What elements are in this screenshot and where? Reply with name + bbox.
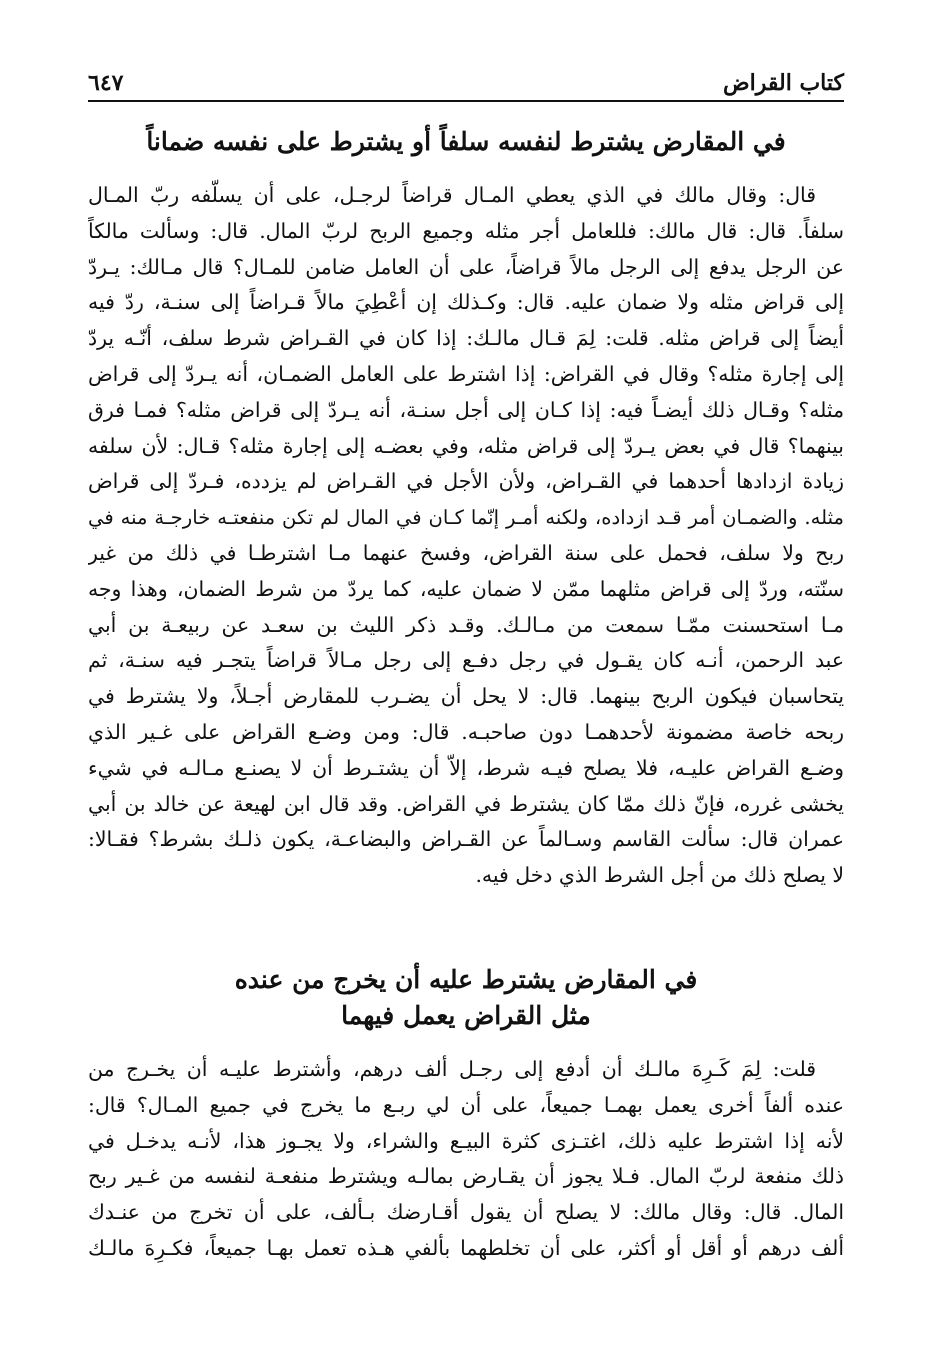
text-line: عبد الرحمن، أنـه كان يقـول في رجل دفـع إلى رجل مـالاً قراضاً يتجـر فيه سنـة، ثم <box>88 648 844 673</box>
text-line: بينهما؟ قال في بعض يـردّ إلى قراض مثله، وفي بعضـه إلى إجارة مثله؟ قـال: لأن سلفه <box>88 433 844 458</box>
text-line: ربحه خاصة مضمونة لأحدهمـا دون صاحبـه. قال: ومن وضـع القراض على غـير الذي <box>88 719 844 744</box>
section-heading-2-line-2: مثل القراض يعمل فيهما <box>341 1001 591 1030</box>
text-line: لأنه إذا اشترط عليه ذلك، اغتـزى كثرة البيـع والشراء، ولا يجـوز هذا، لأنـه يدخـل في <box>88 1128 844 1153</box>
text-line: قال: وقال مالك في الذي يعطي المـال قراضاً لرجـل، على أن يسلّفه ربّ المـال <box>88 183 816 207</box>
text-line: زيادة ازدادها أحدهما في القـراض، ولأن الأجل في القـراض لم يزدده، فـردّ إلى قراض <box>88 469 844 494</box>
book-title: كتاب القراض <box>723 70 844 96</box>
text-line: ذلك منفعة لربّ المال. فـلا يجوز أن يقـارض بمالـه ويشترط منفعـة لنفسه من غـير ربح <box>88 1164 844 1189</box>
text-line: مثله. والضمـان أمر قـد ازداده، ولكنه أمـر إنّما كـان في المال لم تكن منفعتـه خارجـة منه في <box>88 506 844 530</box>
text-line: عمران قال: سألت القاسم وسـالماً عن القـراض والبضاعـة، يكون ذلـك بشرط؟ فقـالا: <box>88 827 844 852</box>
text-line: المال. قال: وقال مالك: لا يصلح أن يقول أقـارضك بـألف، على أن تخرج من عنـدك <box>88 1200 844 1225</box>
text-line: قلت: لِمَ كَـرِهَ مالـك أن أدفع إلى رجـل ألف درهم، وأشترط عليـه أن يخـرج من <box>88 1057 816 1081</box>
section-heading-2 <box>88 962 844 1034</box>
text-line: إلى قراض مثله ولا ضمان عليه. قال: وكـذلك إن أعْطِيَ مالاً قـراضاً إلى سنـة، ردّ فيه <box>88 290 844 315</box>
running-header <box>88 66 844 102</box>
text-line: وضـع القراض عليـه، فلا يصلح فيـه شرط، إلاّ أن يشتـرط أن لا يصنـع مـالـه في شيء <box>88 755 844 780</box>
text-line: أيضاً إلى قراض مثله. قلت: لِمَ قـال مالـك: إذا كان في القـراض شرط سلف، أنّـه يردّ <box>88 326 844 351</box>
text-line: يتحاسبان فيكون الربح بينهما. قال: لا يحل أن يضـرب للمقارض أجـلاً، ولا يشترط في <box>88 684 844 709</box>
section-heading-1: في المقارض يشترط لنفسه سلفاً أو يشترط على نفسه ضماناً <box>146 127 786 156</box>
text-line: عنده ألفاً أخرى يعمل بهمـا جميعاً، على أن لي ربـع ما يخرج في جميع المـال؟ قال: <box>88 1092 844 1117</box>
text-line: ألف درهم أو أقل أو أكثر، على أن تخلطهما بألفي هـذه تعمل بهـا جميعاً، فكـرِهَ مالـك <box>88 1235 844 1260</box>
page-number: ٦٤٧ <box>88 70 124 96</box>
section-heading-2-line-1: في المقارض يشترط عليه أن يخرج من عنده <box>234 965 698 994</box>
text-line: ربح ولا سلف، فحمل على سنة القراض، وفسخ عنهما مـا اشترطـا في ذلك من غير <box>88 540 844 565</box>
section-1-body <box>88 178 844 894</box>
text-line: إلى إجارة مثله؟ وقال في القراض: إذا اشترط على العامل الضمـان، أنه يـردّ إلى قراض <box>88 361 844 386</box>
text-line: يخشى غرره، فإنّ ذلك ممّا كان يشترط في القراض. وقد قال ابن لهيعة عن خالد بن أبي <box>88 791 844 816</box>
section-2-body <box>88 1052 844 1267</box>
text-line: مـا استحسنت ممّـا سمعت من مـالـك. وقـد ذكر الليث بن سعـد عن ربيعـة بن أبي <box>88 612 844 637</box>
text-line: عن الرجل يدفع إلى الرجل مالاً قراضاً، على أن العامل ضامن للمـال؟ قال مـالك: يـردّ <box>88 254 844 279</box>
text-line: سنّته، وردّ إلى قراض مثلهما ممّن لا ضمان عليه، كما يردّ من شرط الضمان، وهذا وجه <box>88 576 844 601</box>
text-line: مثله؟ وقـال ذلك أيضـاً فيه: إذا كـان إلى أجل سنـة، أنه يـردّ إلى قراض مثله؟ فمـا فرق <box>88 397 844 422</box>
text-line: سلفاً. قال: قال مالك: فللعامل أجر مثله وجميع الربح لربّ المال. قال: وسألت مالكاً <box>88 218 844 243</box>
text-line: لا يصلح ذلك من أجل الشرط الذي دخل فيه. <box>475 863 844 888</box>
